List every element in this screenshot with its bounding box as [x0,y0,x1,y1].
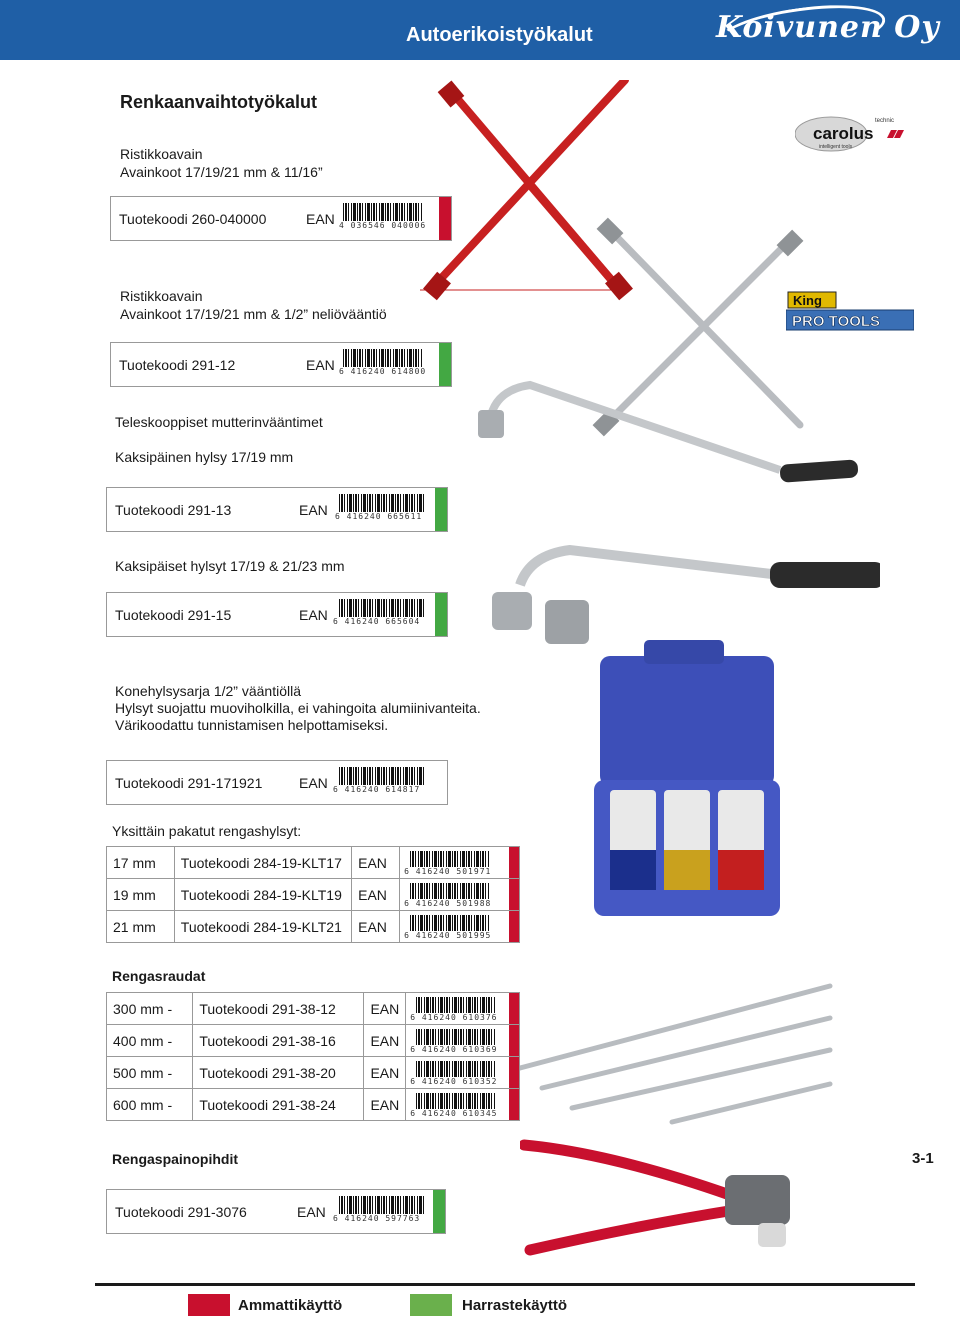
p5-ean-label: EAN [299,775,328,791]
p4-code: Tuotekoodi 291-15 [115,606,232,623]
p1-ean-label: EAN [306,211,335,227]
brand-logo: Koivunen Oy [716,10,940,45]
p3-ean-number: 6 416240 665611 [335,512,423,521]
singles-ean-number: 6 416240 501971 [404,867,492,876]
single-sockets-title: Yksittäin pakatut rengashylsyt: [112,823,302,839]
singles-ean-label: EAN [352,911,400,943]
irons-size: 600 mm - [107,1089,193,1121]
king-text: King [793,293,822,308]
singles-row [107,911,520,943]
pro-use-marker [509,911,519,942]
p4-ean-number: 6 416240 665604 [333,617,421,626]
p2-barcode [339,349,427,376]
tire-irons-title: Rengasraudat [112,968,206,984]
irons-ean-number: 6 416240 610376 [410,1013,498,1022]
pliers-ean-number: 6 416240 597763 [333,1214,421,1223]
irons-barcode [406,1025,520,1057]
header-title: Autoerikoistyökalut [406,24,593,46]
protools-text: PRO TOOLS [792,313,881,330]
socket-set-case-image [592,638,782,920]
p1-desc: Avainkoot 17/19/21 mm & 11/16” [120,164,323,180]
hobby-use-marker [435,593,447,636]
hobby-use-marker [435,488,447,531]
p3-code-box [106,487,448,532]
pliers-code: Tuotekoodi 291-3076 [115,1203,247,1220]
pro-use-marker [509,993,519,1024]
pliers-barcode [333,1196,425,1223]
section-title: Renkaanvaihtotyökalut [120,92,318,112]
p3-barcode [335,494,425,521]
footer-divider [95,1283,915,1286]
pliers-title: Rengaspainopihdit [112,1151,238,1167]
legend-hobby-label: Harrastekäyttö [462,1297,568,1314]
pliers-code-box [106,1189,446,1234]
irons-code: Tuotekoodi 291-38-12 [193,993,364,1025]
irons-code: Tuotekoodi 291-38-24 [193,1089,364,1121]
p1-ean-number: 4 036546 040006 [339,221,427,230]
p1-name: Ristikkoavain [120,146,203,162]
p2-ean-number: 6 416240 614800 [339,367,427,376]
silver-cross-wrench-image [593,218,804,437]
pro-use-marker [509,879,519,910]
single-sockets-table [106,846,520,943]
p4-code-box [106,592,448,637]
pliers-ean-label: EAN [297,1204,326,1220]
carolus-tag: technic [875,118,895,124]
irons-size: 500 mm - [107,1057,193,1089]
p1-code: Tuotekoodi 260-040000 [119,210,267,227]
p4-barcode [333,599,425,626]
p5-desc1: Hylsyt suojattu muoviholkilla, ei vahingoita alumiinivanteita. [115,700,481,716]
irons-code: Tuotekoodi 291-38-16 [193,1025,364,1057]
p4-sub: Kaksipäiset hylsyt 17/19 & 21/23 mm [115,558,345,574]
pro-use-marker [439,197,451,240]
irons-barcode [406,993,520,1025]
singles-code: Tuotekoodi 284-19-KLT21 [174,911,351,943]
singles-barcode [400,879,520,911]
p2-ean-label: EAN [306,357,335,373]
irons-ean-label: EAN [364,1025,406,1057]
irons-ean-label: EAN [364,1057,406,1089]
pro-use-marker [509,1025,519,1056]
irons-row [107,1057,520,1089]
singles-row [107,879,520,911]
irons-ean-label: EAN [364,993,406,1025]
singles-code: Tuotekoodi 284-19-KLT19 [174,879,351,911]
p5-code: Tuotekoodi 291-171921 [115,774,263,791]
carolus-sub: intelligent tools [819,144,853,150]
tire-irons-image [512,978,838,1128]
p5-barcode [333,767,425,794]
p3-sub: Kaksipäinen hylsy 17/19 mm [115,449,294,465]
p2-name: Ristikkoavain [120,288,203,304]
telescopic-wrench-2-image [492,550,880,644]
singles-barcode [400,911,520,943]
irons-ean-number: 6 416240 610345 [410,1109,498,1118]
p3-ean-label: EAN [299,502,328,518]
legend-pro-swatch [188,1294,230,1316]
p2-code: Tuotekoodi 291-12 [119,356,236,373]
irons-size: 400 mm - [107,1025,193,1057]
irons-ean-number: 6 416240 610369 [410,1045,498,1054]
p3-name: Teleskooppiset mutterinvääntimet [115,414,323,430]
singles-ean-number: 6 416240 501988 [404,899,492,908]
irons-size: 300 mm - [107,993,193,1025]
carolus-text: carolus [813,124,874,143]
singles-code: Tuotekoodi 284-19-KLT17 [174,847,351,879]
tire-weight-pliers-image [520,1135,812,1265]
irons-row [107,1089,520,1121]
p5-name: Konehylsysarja 1/2” vääntiöllä [115,683,301,699]
legend-pro-label: Ammattikäyttö [238,1297,343,1314]
p5-desc2: Värikoodattu tunnistamisen helpottamiseksi. [115,717,389,733]
irons-barcode [406,1089,520,1121]
singles-size: 21 mm [107,911,175,943]
legend-hobby-swatch [410,1294,452,1316]
p2-desc: Avainkoot 17/19/21 mm & 1/2” neliövääntiö [120,306,387,322]
p5-code-box [106,760,448,805]
p1-code-box [110,196,452,241]
irons-ean-number: 6 416240 610352 [410,1077,498,1086]
irons-row [107,1025,520,1057]
irons-ean-label: EAN [364,1089,406,1121]
irons-code: Tuotekoodi 291-38-20 [193,1057,364,1089]
red-cross-wrench-image [420,80,633,300]
telescopic-wrench-1-image [478,385,859,483]
tire-irons-table [106,992,520,1121]
singles-ean-number: 6 416240 501995 [404,931,492,940]
p3-code: Tuotekoodi 291-13 [115,501,232,518]
p1-barcode [339,203,427,230]
singles-ean-label: EAN [352,847,400,879]
singles-size: 17 mm [107,847,175,879]
singles-row [107,847,520,879]
hobby-use-marker [433,1190,445,1233]
product-illustrations [420,80,880,680]
singles-ean-label: EAN [352,879,400,911]
pro-use-marker [509,847,519,878]
singles-barcode [400,847,520,879]
hobby-use-marker [439,343,451,386]
page-number: 3-1 [912,1150,934,1167]
irons-row [107,993,520,1025]
p5-ean-number: 6 416240 614817 [333,785,421,794]
irons-barcode [406,1057,520,1089]
pro-use-marker [509,1057,519,1088]
pro-use-marker [509,1089,519,1120]
singles-size: 19 mm [107,879,175,911]
p4-ean-label: EAN [299,607,328,623]
p2-code-box [110,342,452,387]
